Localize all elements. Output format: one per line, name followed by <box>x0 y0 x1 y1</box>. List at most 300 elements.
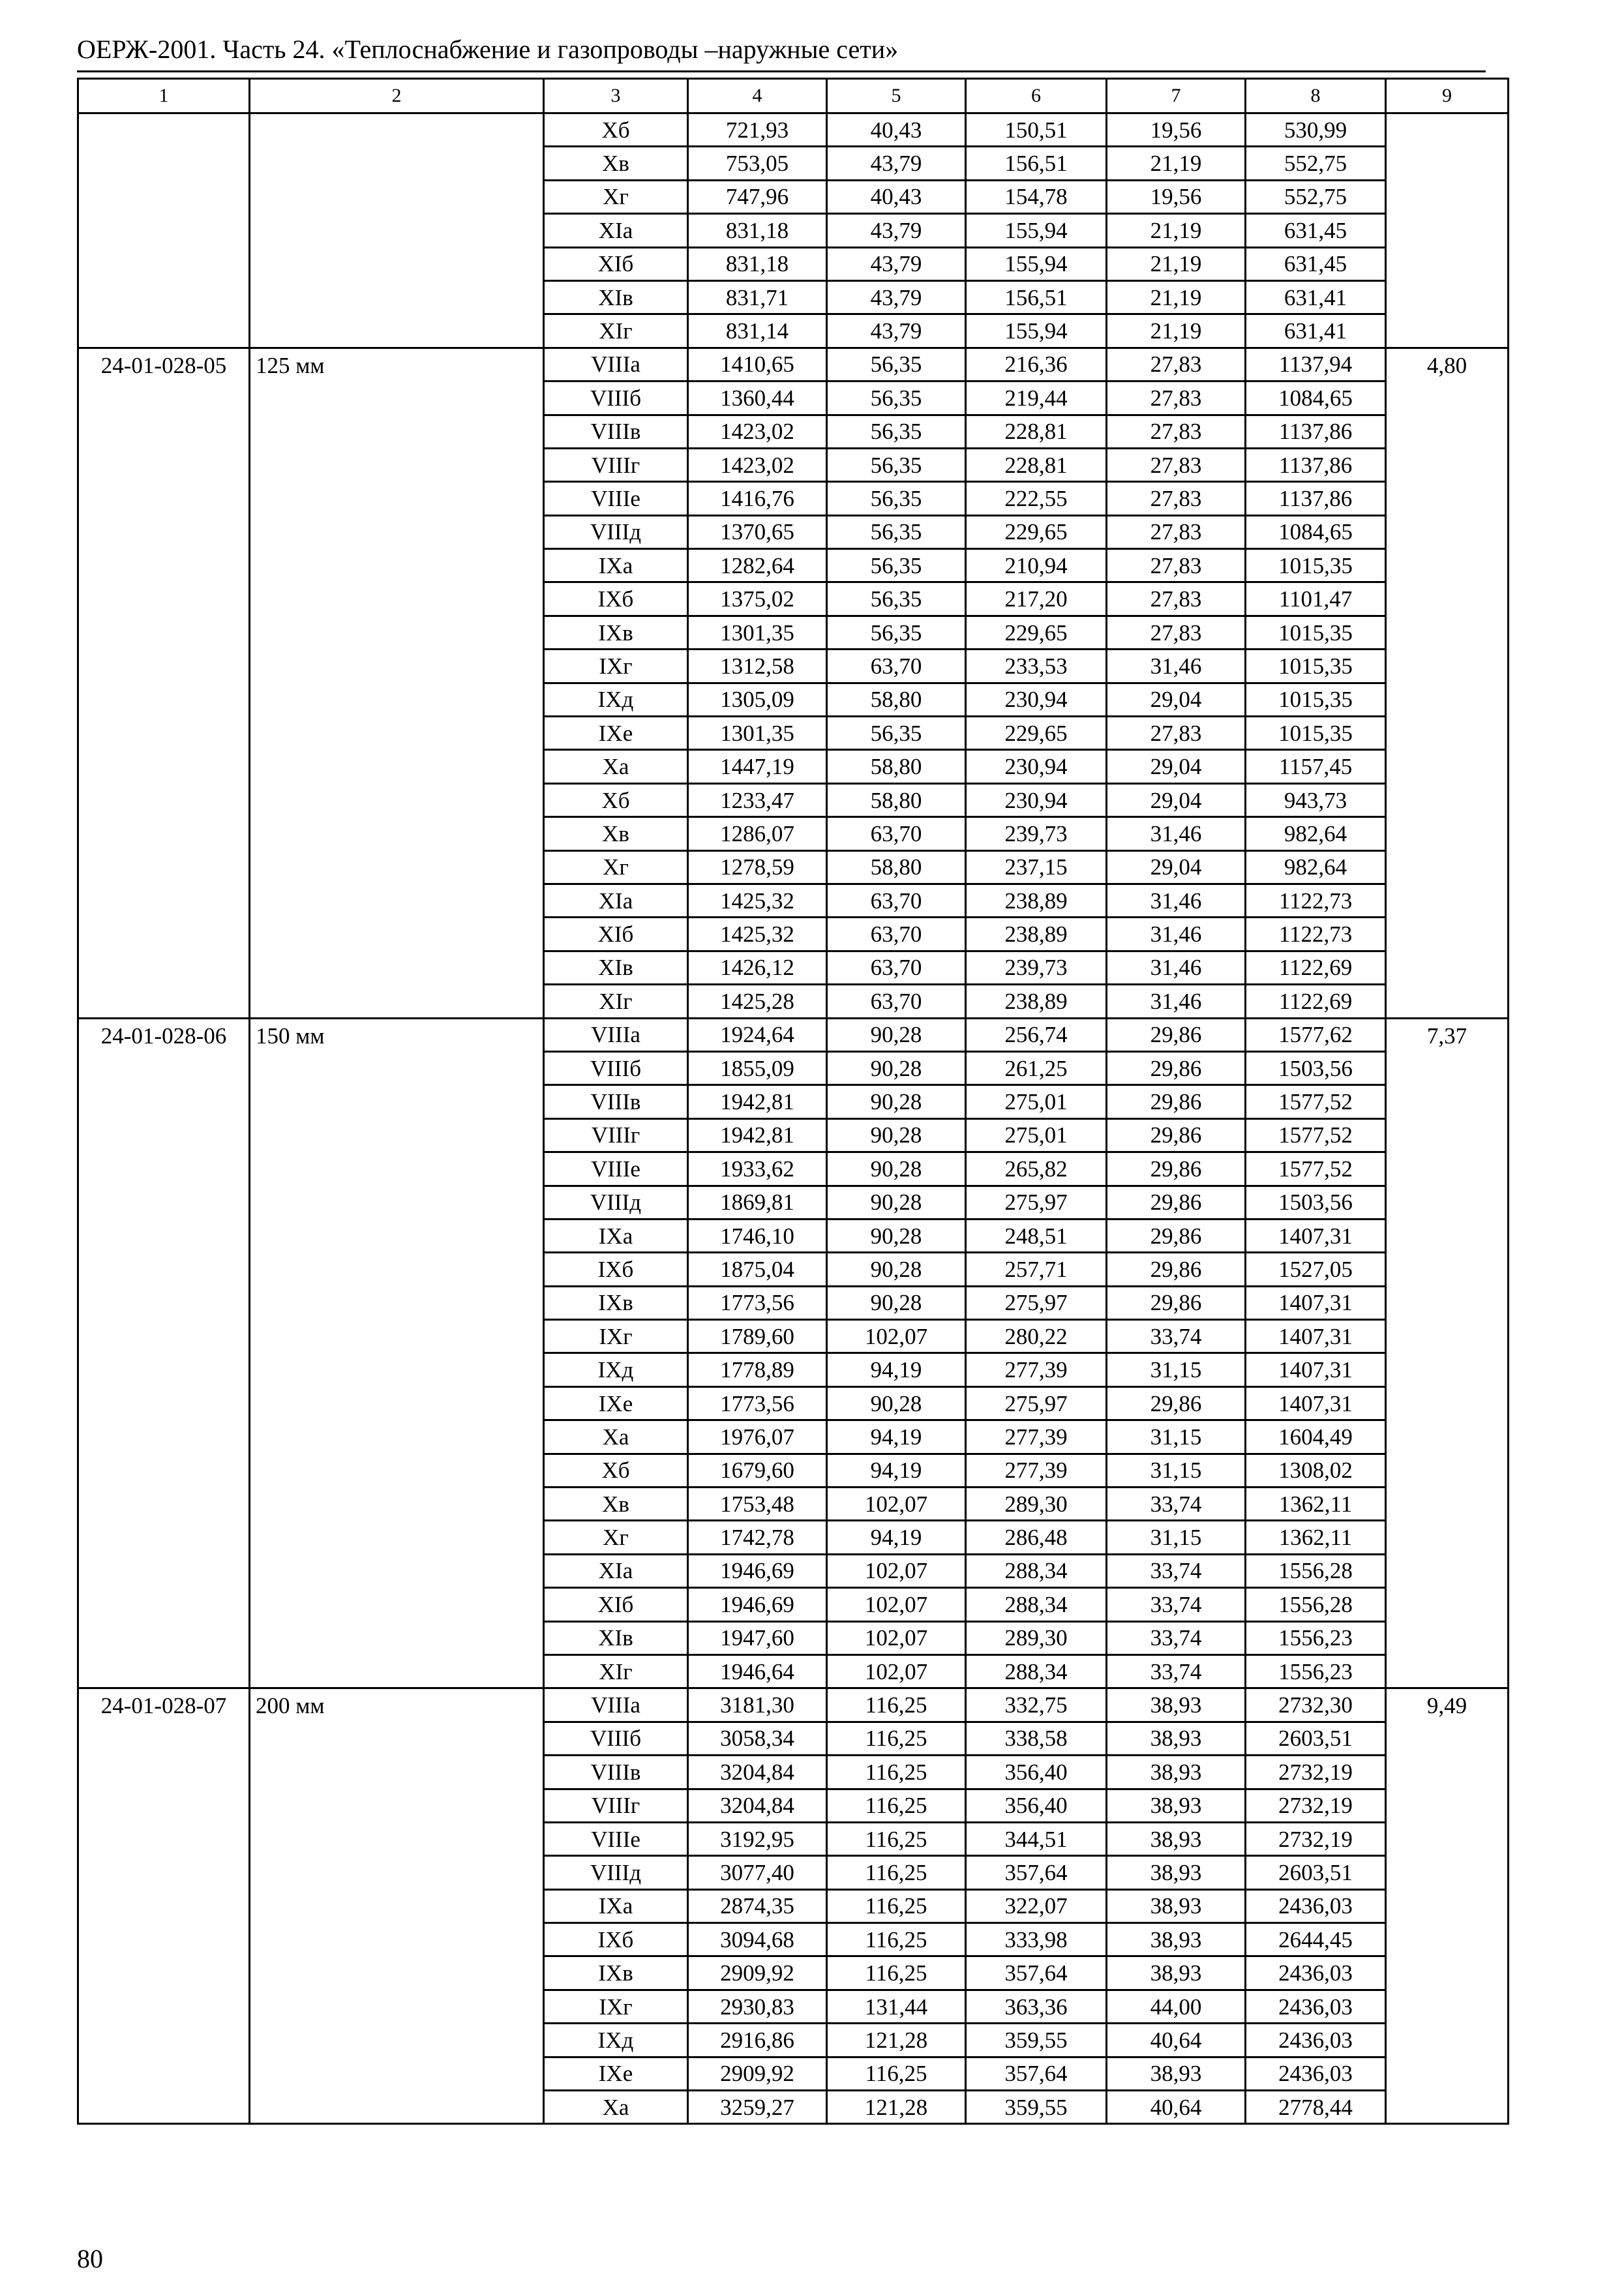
col-6-value: 155,94 <box>966 247 1107 280</box>
item-code: 24-01-028-07 <box>78 1688 250 2124</box>
material-class: Xб <box>544 1454 688 1487</box>
col-6-value: 275,97 <box>966 1386 1107 1420</box>
col-5-value: 90,28 <box>827 1152 966 1186</box>
col-6-value: 217,20 <box>966 582 1107 616</box>
material-class: VIIIг <box>544 448 688 481</box>
col-4-value: 1946,69 <box>688 1588 827 1621</box>
col-7-value: 38,93 <box>1107 1923 1246 1956</box>
material-class: IXб <box>544 582 688 616</box>
col-8-value: 1577,52 <box>1246 1118 1386 1152</box>
column-header: 3 <box>544 79 688 113</box>
col-6-value: 288,34 <box>966 1654 1107 1688</box>
col-7-value: 29,86 <box>1107 1186 1246 1219</box>
material-class: IXа <box>544 1889 688 1922</box>
item-code <box>78 113 250 348</box>
col-7-value: 38,93 <box>1107 1722 1246 1755</box>
col-8-value: 2603,51 <box>1246 1856 1386 1889</box>
col-8-value: 1308,02 <box>1246 1454 1386 1487</box>
column-header: 1 <box>78 79 250 113</box>
col-5-value: 121,28 <box>827 2024 966 2057</box>
col-6-value: 357,64 <box>966 2057 1107 2090</box>
col-5-value: 43,79 <box>827 214 966 247</box>
col-7-value: 44,00 <box>1107 1990 1246 2023</box>
col-5-value: 56,35 <box>827 415 966 448</box>
col-8-value: 1407,31 <box>1246 1320 1386 1353</box>
pipe-diameter <box>250 113 544 348</box>
material-class: IXд <box>544 1353 688 1386</box>
material-class: Xг <box>544 850 688 884</box>
col-7-value: 21,19 <box>1107 147 1246 180</box>
col-6-value: 275,97 <box>966 1286 1107 1319</box>
material-class: Xг <box>544 180 688 213</box>
material-class: XIа <box>544 884 688 917</box>
column-header: 4 <box>688 79 827 113</box>
col-4-value: 1753,48 <box>688 1488 827 1521</box>
col-5-value: 90,28 <box>827 1118 966 1152</box>
col-5-value: 63,70 <box>827 951 966 984</box>
col-4-value: 2874,35 <box>688 1889 827 1922</box>
col-4-value: 1946,69 <box>688 1554 827 1587</box>
col-5-value: 116,25 <box>827 1923 966 1956</box>
col-8-value: 2644,45 <box>1246 1923 1386 1956</box>
col-5-value: 90,28 <box>827 1253 966 1286</box>
col-5-value: 102,07 <box>827 1654 966 1688</box>
col-8-value: 1577,52 <box>1246 1085 1386 1118</box>
col-4-value: 3259,27 <box>688 2091 827 2124</box>
material-class: IXе <box>544 717 688 750</box>
material-class: Xа <box>544 1420 688 1454</box>
col-5-value: 63,70 <box>827 985 966 1018</box>
col-8-value: 1137,86 <box>1246 448 1386 481</box>
col-4-value: 1946,64 <box>688 1654 827 1688</box>
col-4-value: 3077,40 <box>688 1856 827 1889</box>
col-7-value: 33,74 <box>1107 1320 1246 1353</box>
col-7-value: 31,46 <box>1107 650 1246 683</box>
material-class: XIг <box>544 1654 688 1688</box>
col-5-value: 116,25 <box>827 2057 966 2090</box>
material-class: IXг <box>544 650 688 683</box>
col-8-value: 1407,31 <box>1246 1353 1386 1386</box>
col-6-value: 344,51 <box>966 1822 1107 1855</box>
col-5-value: 43,79 <box>827 280 966 314</box>
table-body <box>78 79 1509 2124</box>
col-8-value: 2732,19 <box>1246 1822 1386 1855</box>
col-5-value: 116,25 <box>827 1956 966 1990</box>
col-8-value: 2732,19 <box>1246 1756 1386 1789</box>
material-class: VIIIб <box>544 1051 688 1085</box>
col-5-value: 116,25 <box>827 1889 966 1922</box>
col-8-value: 1084,65 <box>1246 515 1386 548</box>
col-7-value: 27,83 <box>1107 515 1246 548</box>
col-5-value: 90,28 <box>827 1018 966 1051</box>
col-6-value: 289,30 <box>966 1488 1107 1521</box>
material-class: IXе <box>544 2057 688 2090</box>
col-5-value: 58,80 <box>827 850 966 884</box>
col-5-value: 102,07 <box>827 1488 966 1521</box>
col-6-value: 228,81 <box>966 415 1107 448</box>
col-8-value: 2436,03 <box>1246 1956 1386 1990</box>
material-class: Xв <box>544 1488 688 1521</box>
col-5-value: 56,35 <box>827 549 966 582</box>
col-7-value: 31,15 <box>1107 1454 1246 1487</box>
col-7-value: 29,86 <box>1107 1085 1246 1118</box>
col-7-value: 31,15 <box>1107 1420 1246 1454</box>
column-header-row <box>78 79 1509 113</box>
col-9-value: 4,80 <box>1386 348 1509 1018</box>
col-4-value: 831,18 <box>688 247 827 280</box>
col-4-value: 831,14 <box>688 314 827 348</box>
table-row <box>78 348 1509 381</box>
material-class: XIв <box>544 1621 688 1654</box>
col-4-value: 1942,81 <box>688 1085 827 1118</box>
material-class: XIа <box>544 214 688 247</box>
col-7-value: 27,83 <box>1107 582 1246 616</box>
material-class: VIIIе <box>544 1822 688 1855</box>
col-8-value: 1122,69 <box>1246 985 1386 1018</box>
col-6-value: 155,94 <box>966 214 1107 247</box>
col-7-value: 21,19 <box>1107 314 1246 348</box>
col-7-value: 31,15 <box>1107 1521 1246 1554</box>
col-7-value: 31,46 <box>1107 985 1246 1018</box>
col-7-value: 21,19 <box>1107 280 1246 314</box>
col-7-value: 33,74 <box>1107 1554 1246 1587</box>
col-7-value: 38,93 <box>1107 1856 1246 1889</box>
col-5-value: 94,19 <box>827 1353 966 1386</box>
col-8-value: 1015,35 <box>1246 650 1386 683</box>
rates-table <box>77 78 1509 2125</box>
col-7-value: 27,83 <box>1107 348 1246 381</box>
col-8-value: 1407,31 <box>1246 1286 1386 1319</box>
col-4-value: 3204,84 <box>688 1789 827 1822</box>
col-5-value: 56,35 <box>827 717 966 750</box>
material-class: VIIIб <box>544 1722 688 1755</box>
col-4-value: 1233,47 <box>688 783 827 816</box>
col-6-value: 238,89 <box>966 918 1107 951</box>
material-class: XIб <box>544 247 688 280</box>
col-6-value: 238,89 <box>966 985 1107 1018</box>
col-5-value: 58,80 <box>827 683 966 716</box>
material-class: XIг <box>544 985 688 1018</box>
col-8-value: 2436,03 <box>1246 2057 1386 2090</box>
col-7-value: 38,93 <box>1107 1889 1246 1922</box>
col-5-value: 56,35 <box>827 482 966 515</box>
col-7-value: 29,86 <box>1107 1051 1246 1085</box>
table-row <box>78 1018 1509 1051</box>
col-6-value: 239,73 <box>966 817 1107 850</box>
col-5-value: 116,25 <box>827 1856 966 1889</box>
col-7-value: 40,64 <box>1107 2024 1246 2057</box>
material-class: IXа <box>544 1219 688 1252</box>
col-4-value: 3204,84 <box>688 1756 827 1789</box>
column-header: 9 <box>1386 79 1509 113</box>
page-number: 80 <box>77 2244 103 2273</box>
col-8-value: 1556,28 <box>1246 1588 1386 1621</box>
col-5-value: 116,25 <box>827 1756 966 1789</box>
material-class: XIв <box>544 280 688 314</box>
col-7-value: 27,83 <box>1107 448 1246 481</box>
material-class: VIIIд <box>544 515 688 548</box>
material-class: Xв <box>544 817 688 850</box>
pipe-diameter: 200 мм <box>250 1688 544 2124</box>
col-4-value: 1312,58 <box>688 650 827 683</box>
col-8-value: 2436,03 <box>1246 2024 1386 2057</box>
pipe-diameter: 150 мм <box>250 1018 544 1688</box>
col-8-value: 1556,28 <box>1246 1554 1386 1587</box>
col-6-value: 238,89 <box>966 884 1107 917</box>
col-6-value: 257,71 <box>966 1253 1107 1286</box>
col-7-value: 29,86 <box>1107 1152 1246 1186</box>
col-6-value: 230,94 <box>966 683 1107 716</box>
col-7-value: 27,83 <box>1107 616 1246 649</box>
page-header: ОЕРЖ-2001. Часть 24. «Теплоснабжение и газопроводы –наружные сети» <box>77 35 899 64</box>
col-5-value: 43,79 <box>827 314 966 348</box>
col-4-value: 1360,44 <box>688 382 827 415</box>
col-4-value: 1282,64 <box>688 549 827 582</box>
col-4-value: 1875,04 <box>688 1253 827 1286</box>
col-6-value: 210,94 <box>966 549 1107 582</box>
col-5-value: 56,35 <box>827 616 966 649</box>
col-4-value: 1942,81 <box>688 1118 827 1152</box>
col-4-value: 1305,09 <box>688 683 827 716</box>
col-8-value: 1122,73 <box>1246 918 1386 951</box>
material-class: VIIIг <box>544 1789 688 1822</box>
col-6-value: 333,98 <box>966 1923 1107 1956</box>
col-7-value: 29,86 <box>1107 1286 1246 1319</box>
col-5-value: 94,19 <box>827 1454 966 1487</box>
col-4-value: 721,93 <box>688 113 827 147</box>
col-4-value: 3094,68 <box>688 1923 827 1956</box>
col-4-value: 1425,32 <box>688 918 827 951</box>
col-6-value: 233,53 <box>966 650 1107 683</box>
col-5-value: 56,35 <box>827 582 966 616</box>
col-7-value: 29,04 <box>1107 750 1246 783</box>
col-5-value: 56,35 <box>827 448 966 481</box>
col-4-value: 1447,19 <box>688 750 827 783</box>
col-5-value: 90,28 <box>827 1186 966 1219</box>
material-class: VIIIв <box>544 1756 688 1789</box>
col-7-value: 19,56 <box>1107 180 1246 213</box>
material-class: VIIIе <box>544 1152 688 1186</box>
col-4-value: 2916,86 <box>688 2024 827 2057</box>
col-8-value: 2732,30 <box>1246 1688 1386 1722</box>
col-8-value: 552,75 <box>1246 180 1386 213</box>
col-5-value: 63,70 <box>827 918 966 951</box>
col-6-value: 275,01 <box>966 1085 1107 1118</box>
column-header: 7 <box>1107 79 1246 113</box>
col-8-value: 1556,23 <box>1246 1654 1386 1688</box>
material-class: IXв <box>544 616 688 649</box>
col-8-value: 1137,86 <box>1246 482 1386 515</box>
col-7-value: 29,86 <box>1107 1219 1246 1252</box>
col-5-value: 116,25 <box>827 1789 966 1822</box>
col-6-value: 230,94 <box>966 783 1107 816</box>
col-4-value: 1773,56 <box>688 1386 827 1420</box>
item-code: 24-01-028-06 <box>78 1018 250 1688</box>
col-7-value: 27,83 <box>1107 549 1246 582</box>
col-7-value: 38,93 <box>1107 1822 1246 1855</box>
col-8-value: 1101,47 <box>1246 582 1386 616</box>
col-6-value: 275,01 <box>966 1118 1107 1152</box>
col-6-value: 256,74 <box>966 1018 1107 1051</box>
col-5-value: 102,07 <box>827 1588 966 1621</box>
col-4-value: 1370,65 <box>688 515 827 548</box>
col-8-value: 1362,11 <box>1246 1488 1386 1521</box>
col-6-value: 265,82 <box>966 1152 1107 1186</box>
col-8-value: 1015,35 <box>1246 717 1386 750</box>
col-5-value: 63,70 <box>827 817 966 850</box>
material-class: VIIIв <box>544 415 688 448</box>
col-4-value: 1410,65 <box>688 348 827 381</box>
col-4-value: 1933,62 <box>688 1152 827 1186</box>
col-5-value: 94,19 <box>827 1521 966 1554</box>
col-8-value: 631,41 <box>1246 280 1386 314</box>
material-class: XIб <box>544 1588 688 1621</box>
col-4-value: 1416,76 <box>688 482 827 515</box>
col-6-value: 150,51 <box>966 113 1107 147</box>
material-class: VIIIа <box>544 1018 688 1051</box>
col-4-value: 747,96 <box>688 180 827 213</box>
col-8-value: 1407,31 <box>1246 1219 1386 1252</box>
col-7-value: 31,46 <box>1107 817 1246 850</box>
col-6-value: 237,15 <box>966 850 1107 884</box>
col-4-value: 831,18 <box>688 214 827 247</box>
col-5-value: 90,28 <box>827 1219 966 1252</box>
col-7-value: 19,56 <box>1107 113 1246 147</box>
col-4-value: 1742,78 <box>688 1521 827 1554</box>
col-8-value: 2436,03 <box>1246 1889 1386 1922</box>
col-5-value: 58,80 <box>827 783 966 816</box>
col-4-value: 1976,07 <box>688 1420 827 1454</box>
col-6-value: 229,65 <box>966 717 1107 750</box>
material-class: IXб <box>544 1253 688 1286</box>
col-9-value <box>1386 113 1509 348</box>
col-4-value: 1286,07 <box>688 817 827 850</box>
col-6-value: 288,34 <box>966 1588 1107 1621</box>
pipe-diameter: 125 мм <box>250 348 544 1018</box>
col-7-value: 33,74 <box>1107 1654 1246 1688</box>
col-6-value: 286,48 <box>966 1521 1107 1554</box>
col-8-value: 943,73 <box>1246 783 1386 816</box>
col-5-value: 90,28 <box>827 1386 966 1420</box>
col-5-value: 56,35 <box>827 382 966 415</box>
material-class: IXв <box>544 1286 688 1319</box>
col-4-value: 1426,12 <box>688 951 827 984</box>
col-8-value: 1503,56 <box>1246 1186 1386 1219</box>
material-class: IXд <box>544 683 688 716</box>
col-6-value: 357,64 <box>966 1856 1107 1889</box>
col-4-value: 1425,28 <box>688 985 827 1018</box>
col-8-value: 1362,11 <box>1246 1521 1386 1554</box>
col-8-value: 2732,19 <box>1246 1789 1386 1822</box>
col-8-value: 1556,23 <box>1246 1621 1386 1654</box>
col-5-value: 102,07 <box>827 1621 966 1654</box>
col-6-value: 356,40 <box>966 1789 1107 1822</box>
col-7-value: 31,46 <box>1107 884 1246 917</box>
col-5-value: 63,70 <box>827 650 966 683</box>
col-7-value: 21,19 <box>1107 247 1246 280</box>
col-5-value: 102,07 <box>827 1320 966 1353</box>
col-8-value: 631,41 <box>1246 314 1386 348</box>
col-5-value: 40,43 <box>827 113 966 147</box>
col-6-value: 356,40 <box>966 1756 1107 1789</box>
col-6-value: 156,51 <box>966 147 1107 180</box>
col-8-value: 2603,51 <box>1246 1722 1386 1755</box>
col-7-value: 38,93 <box>1107 1756 1246 1789</box>
material-class: IXв <box>544 1956 688 1990</box>
col-6-value: 156,51 <box>966 280 1107 314</box>
material-class: IXе <box>544 1386 688 1420</box>
material-class: XIг <box>544 314 688 348</box>
col-8-value: 982,64 <box>1246 817 1386 850</box>
col-7-value: 29,04 <box>1107 783 1246 816</box>
col-6-value: 338,58 <box>966 1722 1107 1755</box>
col-6-value: 230,94 <box>966 750 1107 783</box>
col-7-value: 38,93 <box>1107 1956 1246 1990</box>
col-5-value: 102,07 <box>827 1554 966 1587</box>
table-row <box>78 113 1509 147</box>
col-7-value: 21,19 <box>1107 214 1246 247</box>
col-8-value: 1122,73 <box>1246 884 1386 917</box>
material-class: VIIIа <box>544 1688 688 1722</box>
material-class: IXб <box>544 1923 688 1956</box>
col-7-value: 27,83 <box>1107 382 1246 415</box>
material-class: XIв <box>544 951 688 984</box>
col-8-value: 552,75 <box>1246 147 1386 180</box>
col-4-value: 831,71 <box>688 280 827 314</box>
col-5-value: 121,28 <box>827 2091 966 2124</box>
col-4-value: 1746,10 <box>688 1219 827 1252</box>
col-6-value: 357,64 <box>966 1956 1107 1990</box>
col-5-value: 56,35 <box>827 515 966 548</box>
col-4-value: 1278,59 <box>688 850 827 884</box>
col-4-value: 1423,02 <box>688 415 827 448</box>
column-header: 8 <box>1246 79 1386 113</box>
col-4-value: 2930,83 <box>688 1990 827 2023</box>
col-8-value: 530,99 <box>1246 113 1386 147</box>
col-8-value: 1577,62 <box>1246 1018 1386 1051</box>
col-4-value: 1679,60 <box>688 1454 827 1487</box>
col-6-value: 277,39 <box>966 1420 1107 1454</box>
col-4-value: 1773,56 <box>688 1286 827 1319</box>
col-5-value: 43,79 <box>827 147 966 180</box>
col-4-value: 2909,92 <box>688 1956 827 1990</box>
material-class: XIа <box>544 1554 688 1587</box>
col-6-value: 332,75 <box>966 1688 1107 1722</box>
col-7-value: 27,83 <box>1107 717 1246 750</box>
col-5-value: 90,28 <box>827 1085 966 1118</box>
material-class: VIIIб <box>544 382 688 415</box>
col-4-value: 2909,92 <box>688 2057 827 2090</box>
material-class: VIIIд <box>544 1856 688 1889</box>
col-4-value: 1869,81 <box>688 1186 827 1219</box>
col-4-value: 1375,02 <box>688 582 827 616</box>
col-4-value: 1301,35 <box>688 616 827 649</box>
col-9-value: 7,37 <box>1386 1018 1509 1688</box>
col-6-value: 288,34 <box>966 1554 1107 1587</box>
col-7-value: 31,46 <box>1107 918 1246 951</box>
col-8-value: 1015,35 <box>1246 616 1386 649</box>
col-5-value: 116,25 <box>827 1688 966 1722</box>
col-4-value: 1947,60 <box>688 1621 827 1654</box>
col-6-value: 280,22 <box>966 1320 1107 1353</box>
col-7-value: 27,83 <box>1107 482 1246 515</box>
material-class: VIIIг <box>544 1118 688 1152</box>
col-8-value: 1157,45 <box>1246 750 1386 783</box>
material-class: Xг <box>544 1521 688 1554</box>
col-5-value: 56,35 <box>827 348 966 381</box>
material-class: IXа <box>544 549 688 582</box>
col-8-value: 1137,94 <box>1246 348 1386 381</box>
